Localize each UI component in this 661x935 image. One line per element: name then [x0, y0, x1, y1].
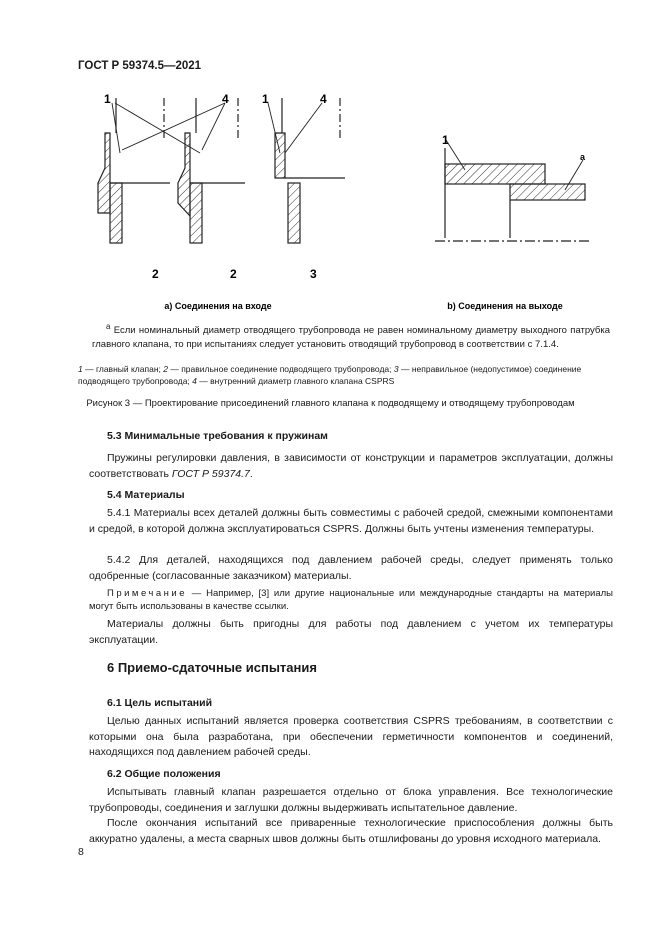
figure-drawing	[60, 78, 620, 318]
note-label: Примечание	[107, 588, 187, 599]
footnote-mark: а	[106, 322, 111, 331]
label-1-c: 1	[442, 133, 449, 147]
section-5-3-text	[89, 451, 613, 482]
legend-num-3: 3	[393, 364, 399, 374]
label-a: a	[580, 152, 586, 162]
legend-num-2: 2	[163, 364, 168, 374]
paragraph-5-4-3: Материалы должны быть пригодны для работы под давлением с учетом их температуры эксплуатации.	[89, 618, 613, 646]
caption-a: a) Соединения на входе	[164, 301, 272, 311]
section-5-4-heading: 5.4 Материалы	[107, 489, 185, 501]
legend-num-4: 4	[192, 375, 197, 386]
section-5-3-heading: 5.3 Минимальные требования к пружинам	[107, 430, 328, 442]
paragraph-6-2-b: После окончания испытаний все приваренные технологические приспособления должны быть аккуратно удалены, а места сварных швов должны быть отшлифованы до уровня исходного материала.	[89, 817, 613, 845]
s53-body: Пружины регулировки давления, в зависимости от конструкции и параметров эксплуатации, должны соответствовать	[89, 452, 613, 480]
legend-text-4: — внутренний диаметр главного клапана CSPRS	[196, 375, 395, 386]
figure-title: Рисунок 3 — Проектирование присоединений главного клапана к подводящему и отводящему трубопроводам	[86, 398, 575, 409]
leader-lines-a	[112, 103, 322, 153]
paragraph-6-1: Целью данных испытаний является проверка соответствия CSPRS требованиям, в соответствии с которыми она была разработана, при обеспечении герметичности компонентов и соединений, находящихся под давлением рабочей среды.	[89, 715, 613, 758]
outlet-sketch	[435, 148, 590, 241]
paragraph-5-4-1: 5.4.1 Материалы всех деталей должны быть совместимы с рабочей средой, смежными компонентами и средой, в которой должна эксплуатироваться CSPRS. Должны быть учтены изменения температуры.	[89, 507, 613, 535]
label-4-b: 4	[320, 92, 327, 106]
s53-end: .	[249, 467, 253, 480]
figure-legend	[78, 364, 613, 387]
section-6-2-heading: 6.2 Общие положения	[107, 768, 221, 780]
legend-text-1: — главный клапан;	[82, 364, 164, 374]
document-header: ГОСТ Р 59374.5—2021	[78, 60, 202, 72]
label-3: 3	[310, 267, 317, 281]
note-text: — Например, [3] или другие национальные или международные стандарты на материалы могут быть использованы в качестве ссылки.	[89, 588, 613, 612]
legend-text-2: — правильное соединение подводящего трубопровода;	[167, 364, 394, 374]
section-6-heading: 6 Приемо-сдаточные испытания	[107, 660, 317, 675]
legend-num-1: 1	[78, 364, 83, 374]
s53-ref: ГОСТ Р 59374.7	[171, 467, 250, 480]
label-4: 4	[222, 92, 229, 106]
label-2-b: 2	[230, 267, 237, 281]
note-5-4	[89, 587, 613, 613]
section-6-1-heading: 6.1 Цель испытаний	[107, 697, 213, 709]
footnote-text: Если номинальный диаметр отводящего трубопровода не равен номинальному диаметру выходного патрубка главного клапана, то при испытаниях следует установить отводящий трубопровод в соответствии с 7.1.4.	[92, 325, 610, 351]
label-1-b: 1	[262, 92, 269, 106]
paragraph-5-4-2: 5.4.2 Для деталей, находящихся под давлением рабочей среды, следует применять только одобренные (согласованные заказчиком) материалы.	[89, 554, 613, 582]
page-number: 8	[78, 846, 84, 858]
label-2: 2	[152, 267, 159, 281]
legend-text-3: — неправильное (недопустимое) соединение подводящего трубопровода;	[78, 364, 582, 386]
caption-b: b) Соединения на выходе	[447, 301, 563, 311]
label-1: 1	[104, 92, 111, 106]
figure-footnote	[92, 320, 610, 352]
connection-sketch-1	[98, 98, 170, 243]
paragraph-6-2-a: Испытывать главный клапан разрешается отдельно от блока управления. Все технологические трубопроводы, соединения и заглушки должны выдерживать испытательное давление.	[89, 786, 613, 814]
